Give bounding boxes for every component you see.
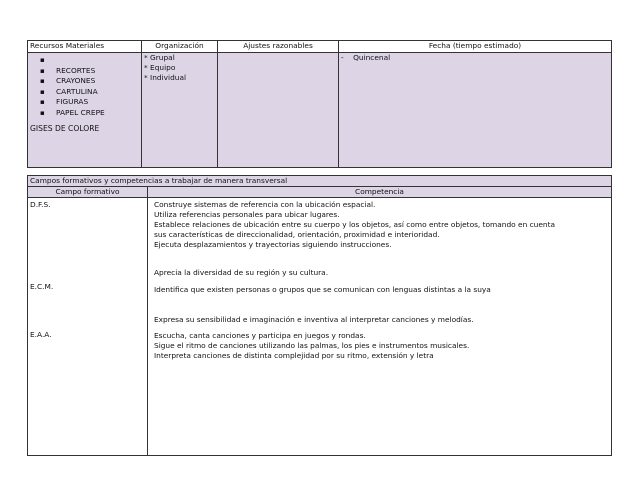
competencies-cell [148, 198, 612, 456]
resource-item: ▪ FIGURAS [40, 97, 139, 108]
organization-cell [142, 53, 218, 168]
resources-list [30, 55, 139, 118]
competency-line: Identifica que existen personas o grupos que se comunican con lenguas distintas a la suya [154, 285, 491, 294]
competency-line: Aprecia la diversidad de su región y su cultura. [154, 268, 329, 277]
section-title: Campos formativos y competencias a trabajar de manera transversal [28, 176, 612, 187]
field-dfs: D.F.S. [30, 200, 51, 209]
competency-line: Ejecuta desplazamientos y trayectorias siguiendo instrucciones. [154, 240, 392, 249]
organization-item: * Grupal [144, 53, 175, 62]
resource-item: ▪ PAPEL CREPE [40, 108, 139, 119]
header-ajustes: Ajustes razonables [218, 41, 339, 53]
header-campo: Campo formativo [28, 187, 148, 198]
resource-item: ▪ CARTULINA [40, 87, 139, 98]
competency-line: Establece relaciones de ubicación entre su cuerpo y los objetos, así como entre objetos, tomando en cuenta [154, 220, 556, 229]
competencies-body-row [28, 198, 612, 456]
competency-line: Sigue el ritmo de canciones utilizando las palmas, los pies e instrumentos musicales. [154, 341, 470, 350]
resources-body-row [28, 53, 612, 168]
fecha-cell: - Quincenal [339, 53, 612, 168]
resource-item: ▪ CRAYONES [40, 76, 139, 87]
header-organizacion: Organización [142, 41, 218, 53]
field-eaa: E.A.A. [30, 330, 52, 339]
organization-item: * Equipo [144, 63, 176, 72]
resource-extra: GISES DE COLORE [30, 124, 100, 133]
competency-line: Utiliza referencias personales para ubicar lugares. [154, 210, 340, 219]
header-recursos: Recursos Materiales [28, 41, 142, 53]
competency-line: Construye sistemas de referencia con la ubicación espacial. [154, 200, 376, 209]
competencies-table [27, 175, 612, 456]
organization-item: * Individual [144, 73, 187, 82]
resources-table [27, 40, 612, 168]
header-fecha: Fecha (tiempo estimado) [339, 41, 612, 53]
resources-cell [28, 53, 142, 168]
competency-line: Expresa su sensibilidad e imaginación e inventiva al interpretar canciones y melodías. [154, 315, 474, 324]
resource-item [40, 55, 139, 66]
header-competencia: Competencia [148, 187, 612, 198]
document-page [27, 40, 611, 456]
field-ecm: E.C.M. [30, 282, 54, 291]
competencies-header-row [28, 187, 612, 198]
section-title-row [28, 176, 612, 187]
competency-line: sus características de direccionalidad, orientación, proximidad e interioridad. [154, 230, 440, 239]
fields-cell [28, 198, 148, 456]
resource-item: ▪ RECORTES [40, 66, 139, 77]
competency-line: Escucha, canta canciones y participa en juegos y rondas. [154, 331, 366, 340]
resources-header-row [28, 41, 612, 53]
ajustes-cell [218, 53, 339, 168]
competency-line: Interpreta canciones de distinta complejidad por su ritmo, extensión y letra [154, 351, 434, 360]
